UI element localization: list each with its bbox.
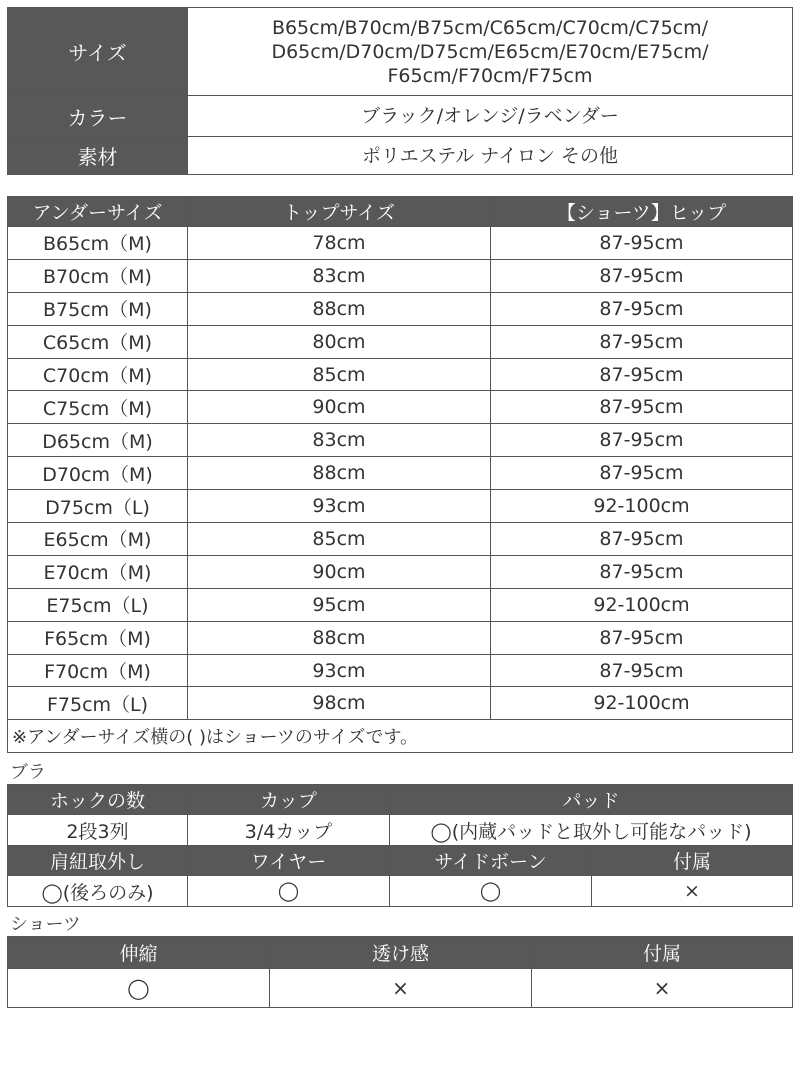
size-label: サイズ bbox=[8, 8, 188, 96]
top-size-cell: 85cm bbox=[188, 523, 491, 556]
table-row bbox=[8, 555, 793, 588]
shorts-accessories-value: × bbox=[532, 969, 793, 1008]
hip-cell: 87-95cm bbox=[491, 292, 793, 325]
header-cup: カップ bbox=[188, 785, 390, 815]
shorts-section-label: ショーツ bbox=[10, 914, 81, 935]
size-value: B65cm/B70cm/B75cm/C65cm/C70cm/C75cm/ D65cm/D70cm/D75cm/E65cm/E70cm/E75cm/ F65cm/F70cm/F75cm bbox=[188, 8, 793, 96]
under-size-cell: C65cm（M) bbox=[8, 325, 188, 358]
top-size-cell: 83cm bbox=[188, 259, 491, 292]
under-size-cell: E70cm（M) bbox=[8, 555, 188, 588]
under-size-cell: D65cm（M) bbox=[8, 424, 188, 457]
hip-cell: 87-95cm bbox=[491, 227, 793, 260]
header-hook-count: ホックの数 bbox=[8, 785, 188, 815]
hip-cell: 87-95cm bbox=[491, 621, 793, 654]
top-size-cell: 78cm bbox=[188, 227, 491, 260]
table-row bbox=[8, 325, 793, 358]
under-size-cell: B65cm（M) bbox=[8, 227, 188, 260]
hip-cell: 87-95cm bbox=[491, 391, 793, 424]
hip-cell: 87-95cm bbox=[491, 325, 793, 358]
table-row bbox=[8, 227, 793, 260]
hip-cell: 87-95cm bbox=[491, 259, 793, 292]
header-side-bone: サイドボーン bbox=[390, 846, 592, 876]
top-size-cell: 88cm bbox=[188, 457, 491, 490]
hip-cell: 87-95cm bbox=[491, 457, 793, 490]
under-size-cell: F70cm（M) bbox=[8, 654, 188, 687]
size-table bbox=[7, 196, 793, 753]
table-row bbox=[8, 654, 793, 687]
table-row bbox=[8, 523, 793, 556]
top-size-cell: 80cm bbox=[188, 325, 491, 358]
table-row bbox=[8, 391, 793, 424]
table-row bbox=[8, 457, 793, 490]
header-accessories: 付属 bbox=[592, 846, 793, 876]
table-row bbox=[8, 424, 793, 457]
shorts-table bbox=[7, 936, 793, 1008]
header-wire: ワイヤー bbox=[188, 846, 390, 876]
hip-cell: 87-95cm bbox=[491, 654, 793, 687]
table-row bbox=[8, 358, 793, 391]
material-value: ポリエステル ナイロン その他 bbox=[188, 137, 793, 175]
color-value: ブラック/オレンジ/ラベンダー bbox=[188, 96, 793, 137]
top-size-cell: 83cm bbox=[188, 424, 491, 457]
sheerness-value: × bbox=[270, 969, 532, 1008]
top-size-cell: 90cm bbox=[188, 555, 491, 588]
top-size-cell: 98cm bbox=[188, 687, 491, 720]
spec-table bbox=[7, 7, 793, 175]
top-size-cell: 90cm bbox=[188, 391, 491, 424]
under-size-cell: B70cm（M) bbox=[8, 259, 188, 292]
top-size-cell: 93cm bbox=[188, 490, 491, 523]
bra-table bbox=[7, 784, 793, 907]
header-under-size: アンダーサイズ bbox=[8, 197, 188, 227]
under-size-cell: C75cm（M) bbox=[8, 391, 188, 424]
table-row bbox=[8, 259, 793, 292]
under-size-cell: D75cm（L) bbox=[8, 490, 188, 523]
top-size-cell: 88cm bbox=[188, 621, 491, 654]
under-size-cell: E65cm（M) bbox=[8, 523, 188, 556]
table-row bbox=[8, 621, 793, 654]
hip-cell: 92-100cm bbox=[491, 588, 793, 621]
top-size-cell: 88cm bbox=[188, 292, 491, 325]
under-size-cell: F65cm（M) bbox=[8, 621, 188, 654]
hip-cell: 92-100cm bbox=[491, 687, 793, 720]
hip-cell: 87-95cm bbox=[491, 523, 793, 556]
under-size-cell: E75cm（L) bbox=[8, 588, 188, 621]
material-label: 素材 bbox=[8, 137, 188, 175]
under-size-cell: F75cm（L) bbox=[8, 687, 188, 720]
hip-cell: 87-95cm bbox=[491, 424, 793, 457]
under-size-cell: C70cm（M) bbox=[8, 358, 188, 391]
header-stretch: 伸縮 bbox=[8, 937, 270, 969]
size-note: ※アンダーサイズ横の( )はショーツのサイズです。 bbox=[8, 720, 793, 753]
top-size-cell: 85cm bbox=[188, 358, 491, 391]
hip-cell: 87-95cm bbox=[491, 358, 793, 391]
table-row bbox=[8, 588, 793, 621]
hip-cell: 92-100cm bbox=[491, 490, 793, 523]
stretch-value: ◯ bbox=[8, 969, 270, 1008]
header-top-size: トップサイズ bbox=[188, 197, 491, 227]
color-label: カラー bbox=[8, 96, 188, 137]
table-row bbox=[8, 490, 793, 523]
pad-value: ◯(内蔵パッドと取外し可能なパッド) bbox=[390, 815, 793, 846]
under-size-cell: B75cm（M) bbox=[8, 292, 188, 325]
header-pad: パッド bbox=[390, 785, 793, 815]
under-size-cell: D70cm（M) bbox=[8, 457, 188, 490]
header-strap-removable: 肩紐取外し bbox=[8, 846, 188, 876]
top-size-cell: 95cm bbox=[188, 588, 491, 621]
header-sheerness: 透け感 bbox=[270, 937, 532, 969]
accessories-value: × bbox=[592, 876, 793, 907]
header-shorts-accessories: 付属 bbox=[532, 937, 793, 969]
cup-value: 3/4カップ bbox=[188, 815, 390, 846]
hook-count-value: 2段3列 bbox=[8, 815, 188, 846]
side-bone-value: ◯ bbox=[390, 876, 592, 907]
strap-removable-value: ◯(後ろのみ) bbox=[8, 876, 188, 907]
top-size-cell: 93cm bbox=[188, 654, 491, 687]
table-row bbox=[8, 687, 793, 720]
hip-cell: 87-95cm bbox=[491, 555, 793, 588]
bra-section-label: ブラ bbox=[10, 762, 46, 783]
header-shorts-hip: 【ショーツ】ヒップ bbox=[491, 197, 793, 227]
wire-value: ◯ bbox=[188, 876, 390, 907]
table-row bbox=[8, 292, 793, 325]
